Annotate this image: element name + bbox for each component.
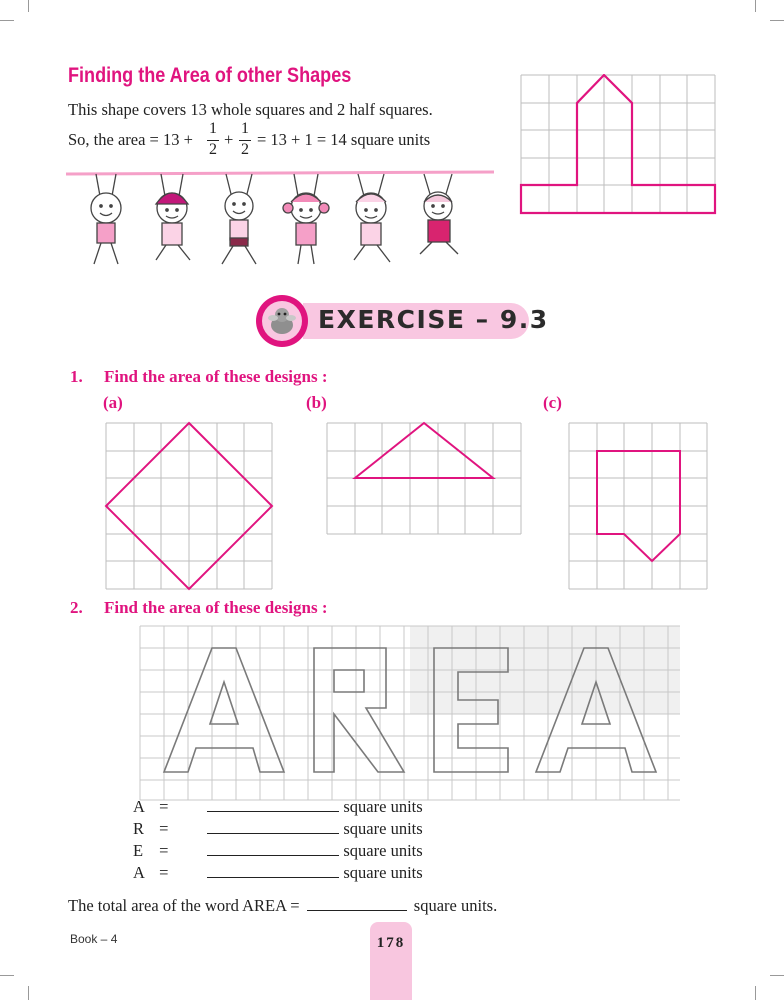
letter-r-outline [314,648,404,772]
trim-mark [770,20,784,21]
trim-mark [28,986,29,1000]
answer-unit: square units [343,797,423,816]
letter-r-hole [334,670,364,692]
exercise-title: EXERCISE – 9.3 [318,305,549,334]
part-b-label: (b) [306,393,327,412]
total-blank[interactable] [307,897,407,911]
part-c-label: (c) [543,393,562,412]
section-heading: Finding the Area of other Shapes [68,64,352,87]
trim-mark [0,20,14,21]
design-a-grid [104,421,274,591]
plus-sign: + [224,130,234,149]
answer-equals: = [159,863,169,882]
design-b-grid [325,421,523,536]
example-shape-outline [521,75,715,213]
question-2-prompt: Find the area of these designs : [104,598,328,617]
answer-letter: A [133,863,145,882]
area-equation-prefix: So, the area = 13 + [68,130,193,149]
answer-row [133,819,423,839]
fraction-denominator: 2 [209,141,217,158]
total-area-line [68,896,497,916]
answer-row [133,841,423,861]
answer-blank[interactable] [207,842,339,856]
example-shape-grid [519,74,717,216]
trim-mark [0,975,14,976]
area-equation-suffix: = 13 + 1 = 14 square units [257,130,431,149]
answer-unit: square units [343,841,423,860]
answer-equals: = [159,819,169,838]
part-a-label: (a) [103,393,123,412]
page-number-tab [370,922,412,1000]
answer-letter: R [133,819,145,838]
trim-mark [770,975,784,976]
total-suffix: square units. [413,896,498,915]
answer-letter: E [133,841,144,860]
answer-blank[interactable] [207,798,339,812]
fraction-numerator: 1 [209,120,217,137]
total-prefix: The total area of the word AREA = [68,896,300,915]
trim-mark [755,0,756,12]
exercise-badge-icon [254,293,310,349]
answer-blank[interactable] [207,864,339,878]
question-2-number: 2. [70,598,83,617]
trim-mark [755,986,756,1000]
answer-equals: = [159,797,169,816]
intro-line: This shape covers 13 whole squares and 2 half squares. [68,100,433,119]
page-number: 178 [376,935,406,951]
fraction-denominator: 2 [241,141,249,158]
letter-a-hole [210,682,238,724]
answer-row [133,797,423,817]
answer-blank[interactable] [207,820,339,834]
answer-equals: = [159,841,169,860]
design-c-grid [567,421,709,591]
letter-a-outline [164,648,284,772]
kids-illustration [66,168,496,272]
question-1-prompt: Find the area of these designs : [104,367,328,386]
answer-unit: square units [343,819,423,838]
trim-mark [28,0,29,12]
answer-unit: square units [343,863,423,882]
book-label: Book – 4 [70,932,118,946]
area-word-grid [138,624,682,802]
question-1-number: 1. [70,367,83,386]
answer-row [133,863,423,883]
answer-letter: A [133,797,145,816]
fraction-numerator: 1 [241,120,249,137]
